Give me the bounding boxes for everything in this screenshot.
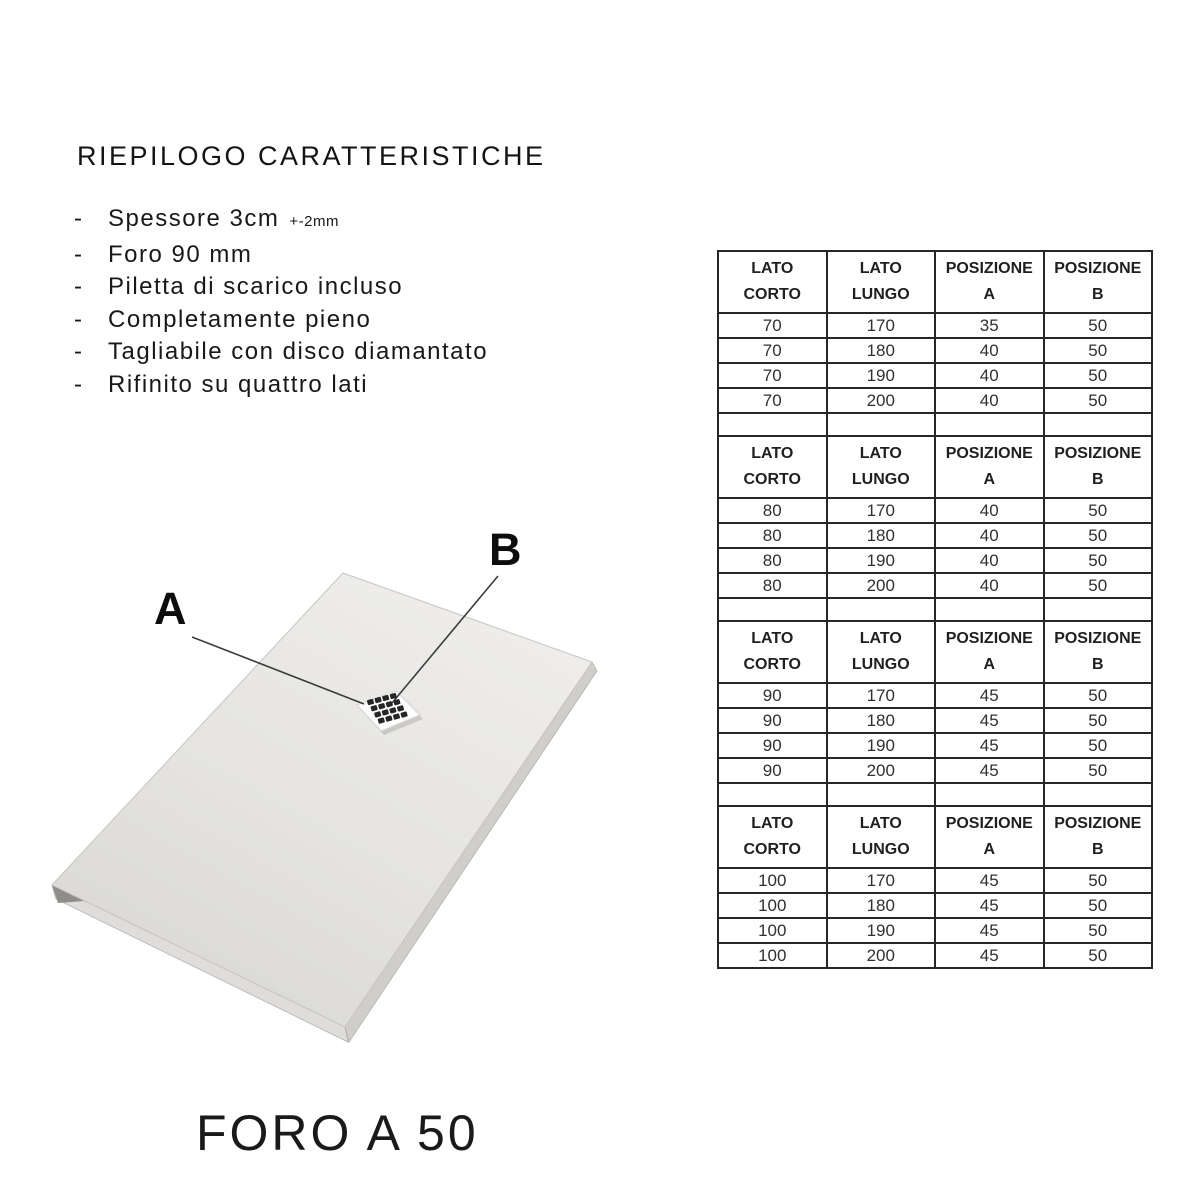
table-cell: 170 (827, 868, 936, 893)
feature-bullet: - (74, 273, 84, 301)
header-line-1: LATO (859, 815, 902, 833)
table-cell: 50 (1044, 548, 1153, 573)
table-cell: 50 (1044, 708, 1153, 733)
table-spacer-cell (827, 413, 936, 436)
table-cell: 45 (935, 683, 1044, 708)
table-row (718, 733, 1152, 758)
header-line-1: LATO (751, 260, 794, 278)
table-row (718, 708, 1152, 733)
table-row (718, 313, 1152, 338)
diagram-caption: FORO A 50 (196, 1105, 479, 1161)
table-cell: 200 (827, 388, 936, 413)
header-line-2: A (983, 471, 996, 488)
feature-bullet: - (74, 205, 84, 232)
table-cell: 45 (935, 868, 1044, 893)
table-cell: 180 (827, 523, 936, 548)
table-row (718, 943, 1152, 968)
table-spacer-cell (718, 413, 827, 436)
table-cell: 80 (718, 573, 827, 598)
table-cell: 40 (935, 498, 1044, 523)
header-line-2: LUNGO (851, 656, 910, 673)
table-cell: 170 (827, 498, 936, 523)
table-cell: 190 (827, 918, 936, 943)
header-line-2: A (983, 286, 996, 303)
table-header-row (718, 251, 1152, 313)
table-spacer-cell (718, 783, 827, 806)
feature-bullet: - (74, 240, 84, 268)
table-cell: 50 (1044, 313, 1153, 338)
header-line-1: POSIZIONE (1054, 260, 1142, 278)
table-header-cell (935, 621, 1044, 683)
header-line-1: POSIZIONE (945, 630, 1033, 648)
table-cell: 90 (718, 733, 827, 758)
drain-label-b: B (489, 524, 522, 575)
table-header-cell (718, 251, 827, 313)
table-cell: 80 (718, 523, 827, 548)
table-row (718, 338, 1152, 363)
table-cell: 50 (1044, 523, 1153, 548)
header-line-1: LATO (859, 630, 902, 648)
table-cell: 170 (827, 313, 936, 338)
table-cell: 40 (935, 573, 1044, 598)
feature-bullet: - (74, 305, 84, 333)
table-cell: 100 (718, 943, 827, 968)
header-line-1: POSIZIONE (945, 445, 1033, 463)
header-line-1: POSIZIONE (945, 260, 1033, 278)
header-line-2: A (983, 841, 996, 858)
table-row (718, 548, 1152, 573)
header-line-2: A (983, 656, 996, 673)
header-line-2: B (1091, 841, 1104, 858)
table-row (718, 523, 1152, 548)
table-row (718, 683, 1152, 708)
header-line-1: POSIZIONE (1054, 815, 1142, 833)
header-line-2: LUNGO (851, 471, 910, 488)
table-cell: 90 (718, 683, 827, 708)
table-spacer-cell (935, 413, 1044, 436)
table-cell: 50 (1044, 363, 1153, 388)
table-header-cell (935, 436, 1044, 498)
table-cell: 40 (935, 363, 1044, 388)
table-cell: 45 (935, 943, 1044, 968)
header-line-2: B (1091, 656, 1104, 673)
table-row (718, 498, 1152, 523)
header-line-1: LATO (859, 445, 902, 463)
table-cell: 70 (718, 338, 827, 363)
table-spacer-cell (935, 598, 1044, 621)
feature-note: +-2mm (289, 213, 339, 230)
feature-text: Foro 90 mm (108, 240, 253, 268)
table-spacer-cell (1044, 413, 1153, 436)
table-cell: 50 (1044, 918, 1153, 943)
table-header-cell (718, 621, 827, 683)
table-cell: 70 (718, 363, 827, 388)
header-line-1: POSIZIONE (1054, 445, 1142, 463)
drain-position-label-a: A (154, 583, 187, 634)
header-line-1: LATO (751, 630, 794, 648)
table-header-row (718, 621, 1152, 683)
header-line-2: B (1091, 286, 1104, 303)
table-cell: 50 (1044, 388, 1153, 413)
table-spacer-row (718, 783, 1152, 806)
feature-bullet: - (74, 338, 84, 366)
table-row (718, 388, 1152, 413)
table-cell: 100 (718, 893, 827, 918)
table-header-row (718, 436, 1152, 498)
table-cell: 40 (935, 548, 1044, 573)
table-cell: 100 (718, 868, 827, 893)
table-cell: 45 (935, 893, 1044, 918)
table-cell: 45 (935, 708, 1044, 733)
table-cell: 200 (827, 758, 936, 783)
table-cell: 50 (1044, 498, 1153, 523)
table-header-cell (827, 806, 936, 868)
table-header-cell (827, 251, 936, 313)
table-cell: 35 (935, 313, 1044, 338)
header-line-2: LUNGO (851, 841, 910, 858)
table-spacer-cell (718, 598, 827, 621)
table-cell: 50 (1044, 758, 1153, 783)
table-cell: 180 (827, 708, 936, 733)
table-header-cell (1044, 806, 1153, 868)
table-cell: 170 (827, 683, 936, 708)
table-cell: 70 (718, 388, 827, 413)
table-cell: 80 (718, 498, 827, 523)
table-row (718, 573, 1152, 598)
table-spacer-cell (827, 783, 936, 806)
table-header-cell (827, 436, 936, 498)
table-header-cell (935, 251, 1044, 313)
table-spacer-row (718, 598, 1152, 621)
table-cell: 50 (1044, 893, 1153, 918)
table-row (718, 868, 1152, 893)
table-cell: 40 (935, 388, 1044, 413)
table-cell: 90 (718, 708, 827, 733)
feature-text: Piletta di scarico incluso (108, 273, 404, 301)
table-cell: 50 (1044, 683, 1153, 708)
table-cell: 50 (1044, 943, 1153, 968)
table-cell: 180 (827, 338, 936, 363)
header-line-2: B (1091, 471, 1104, 488)
feature-bullet: - (74, 370, 84, 398)
table-cell: 80 (718, 548, 827, 573)
table-cell: 190 (827, 363, 936, 388)
table-header-cell (1044, 251, 1153, 313)
header-line-2: CORTO (743, 841, 801, 858)
feature-text: Rifinito su quattro lati (108, 370, 369, 398)
table-header-cell (935, 806, 1044, 868)
table-cell: 45 (935, 733, 1044, 758)
table-header-cell (827, 621, 936, 683)
feature-text: Completamente pieno (108, 305, 372, 333)
table-cell: 50 (1044, 868, 1153, 893)
header-line-2: CORTO (743, 471, 801, 488)
table-spacer-cell (1044, 783, 1153, 806)
header-line-1: LATO (751, 815, 794, 833)
dimensions-table (717, 250, 1153, 969)
table-cell: 200 (827, 573, 936, 598)
table-spacer-cell (827, 598, 936, 621)
table-spacer-cell (935, 783, 1044, 806)
table-cell: 50 (1044, 338, 1153, 363)
table-cell: 50 (1044, 573, 1153, 598)
table-spacer-cell (1044, 598, 1153, 621)
table-row (718, 758, 1152, 783)
table-cell: 200 (827, 943, 936, 968)
header-line-1: POSIZIONE (1054, 630, 1142, 648)
table-spacer-row (718, 413, 1152, 436)
table-cell: 190 (827, 733, 936, 758)
table-cell: 180 (827, 893, 936, 918)
header-line-1: LATO (859, 260, 902, 278)
feature-text: Tagliabile con disco diamantato (108, 338, 489, 366)
table-cell: 100 (718, 918, 827, 943)
table-cell: 40 (935, 523, 1044, 548)
table-cell: 70 (718, 313, 827, 338)
table-header-cell (1044, 621, 1153, 683)
feature-text: Spessore 3cm (108, 205, 280, 232)
table-header-cell (718, 436, 827, 498)
table-header-row (718, 806, 1152, 868)
table-cell: 190 (827, 548, 936, 573)
header-line-2: LUNGO (851, 286, 910, 303)
table-header-cell (718, 806, 827, 868)
table-header-cell (1044, 436, 1153, 498)
header-line-1: POSIZIONE (945, 815, 1033, 833)
table-row (718, 918, 1152, 943)
table-cell: 45 (935, 918, 1044, 943)
table-row (718, 893, 1152, 918)
page-title: RIEPILOGO CARATTERISTICHE (77, 141, 546, 171)
header-line-2: CORTO (743, 656, 801, 673)
table-cell: 90 (718, 758, 827, 783)
header-line-1: LATO (751, 445, 794, 463)
table-cell: 50 (1044, 733, 1153, 758)
table-row (718, 363, 1152, 388)
header-line-2: CORTO (743, 286, 801, 303)
table-cell: 40 (935, 338, 1044, 363)
table-cell: 45 (935, 758, 1044, 783)
